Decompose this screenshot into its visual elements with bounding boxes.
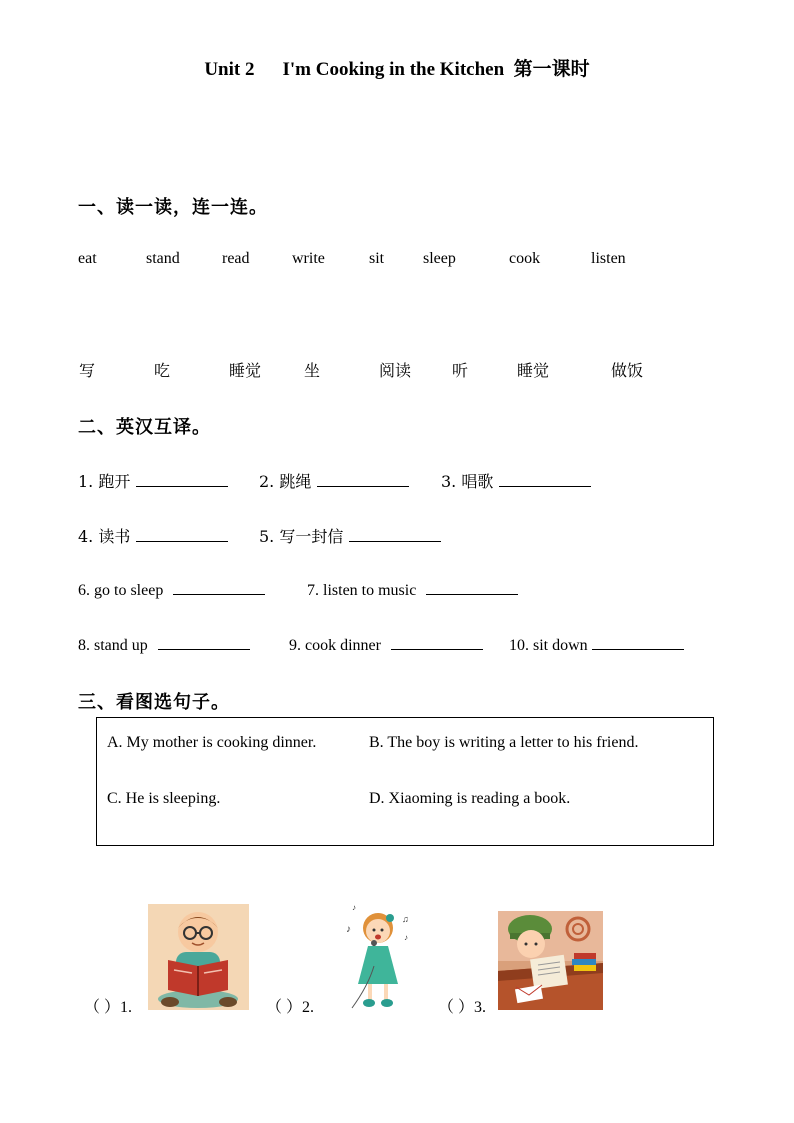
svg-text:♪: ♪: [404, 933, 408, 942]
section3-heading: 三、看图选句子。: [78, 692, 230, 713]
answer-blank[interactable]: [499, 472, 591, 487]
translate-item-9: 9. cook dinner: [289, 635, 483, 655]
cn-read: 阅读: [379, 361, 412, 380]
section1-heading: 一、读一读，连一连。: [78, 197, 268, 218]
cn-sit: 坐: [304, 361, 321, 380]
translate-item-3: 3. 唱歌: [441, 469, 591, 492]
word-read: read: [222, 250, 250, 267]
answer-blank[interactable]: [136, 527, 228, 542]
word-sit: sit: [369, 250, 385, 267]
cn-eat: 吃: [154, 361, 171, 380]
translate-item-8: 8. stand up: [78, 635, 250, 655]
option-b: B. The boy is writing a letter to his friend.: [369, 734, 639, 751]
translate-item-10: 10. sit down: [509, 635, 684, 655]
translate-item-7: 7. listen to music: [307, 580, 518, 600]
boy-writing-picture: [498, 911, 603, 1010]
svg-text:♪: ♪: [346, 924, 351, 935]
answer-blank[interactable]: [592, 635, 684, 650]
answer-blank[interactable]: [391, 635, 483, 650]
svg-text:♪: ♪: [352, 904, 356, 912]
translate-item-2: 2. 跳绳: [259, 469, 409, 492]
cn-cook: 做饭: [611, 361, 644, 380]
cn-write: 写: [79, 361, 96, 380]
word-stand: stand: [146, 250, 180, 267]
page-title: [0, 54, 794, 81]
word-listen: listen: [591, 250, 626, 267]
translate-item-1: 1. 跑开: [78, 469, 228, 492]
unit-label: Unit 2: [204, 59, 255, 80]
question-3-label: （ ）3.: [438, 999, 487, 1016]
lesson-label: 第一课时: [513, 58, 590, 80]
answer-blank[interactable]: [158, 635, 250, 650]
boy-reading-picture: [148, 904, 249, 1010]
translate-item-6: 6. go to sleep: [78, 580, 265, 600]
section2-heading: 二、英汉互译。: [78, 417, 211, 438]
word-eat: eat: [78, 250, 97, 267]
answer-blank[interactable]: [317, 472, 409, 487]
question-2-label: （ ）2.: [266, 999, 315, 1016]
option-d: D. Xiaoming is reading a book.: [369, 790, 571, 807]
question-1-label: （ ）1.: [84, 999, 133, 1016]
answer-blank[interactable]: [136, 472, 228, 487]
svg-text:♫: ♫: [402, 914, 409, 924]
cn-listen: 听: [452, 361, 469, 380]
answer-blank[interactable]: [349, 527, 441, 542]
option-c: C. He is sleeping.: [107, 790, 221, 807]
translate-item-4: 4. 读书: [78, 524, 228, 547]
girl-singing-picture: [344, 904, 414, 1012]
word-write: write: [292, 250, 325, 267]
word-sleep: sleep: [423, 250, 456, 267]
option-a: A. My mother is cooking dinner.: [107, 734, 317, 751]
answer-blank[interactable]: [426, 580, 518, 595]
word-cook: cook: [509, 250, 541, 267]
options-box: [96, 717, 714, 846]
cn-sleep: 睡觉: [229, 361, 262, 380]
translate-item-5: 5. 写一封信: [259, 524, 441, 547]
cn-sleep-2: 睡觉: [517, 361, 550, 380]
unit-title: I'm Cooking in the Kitchen: [282, 59, 505, 80]
answer-blank[interactable]: [173, 580, 265, 595]
